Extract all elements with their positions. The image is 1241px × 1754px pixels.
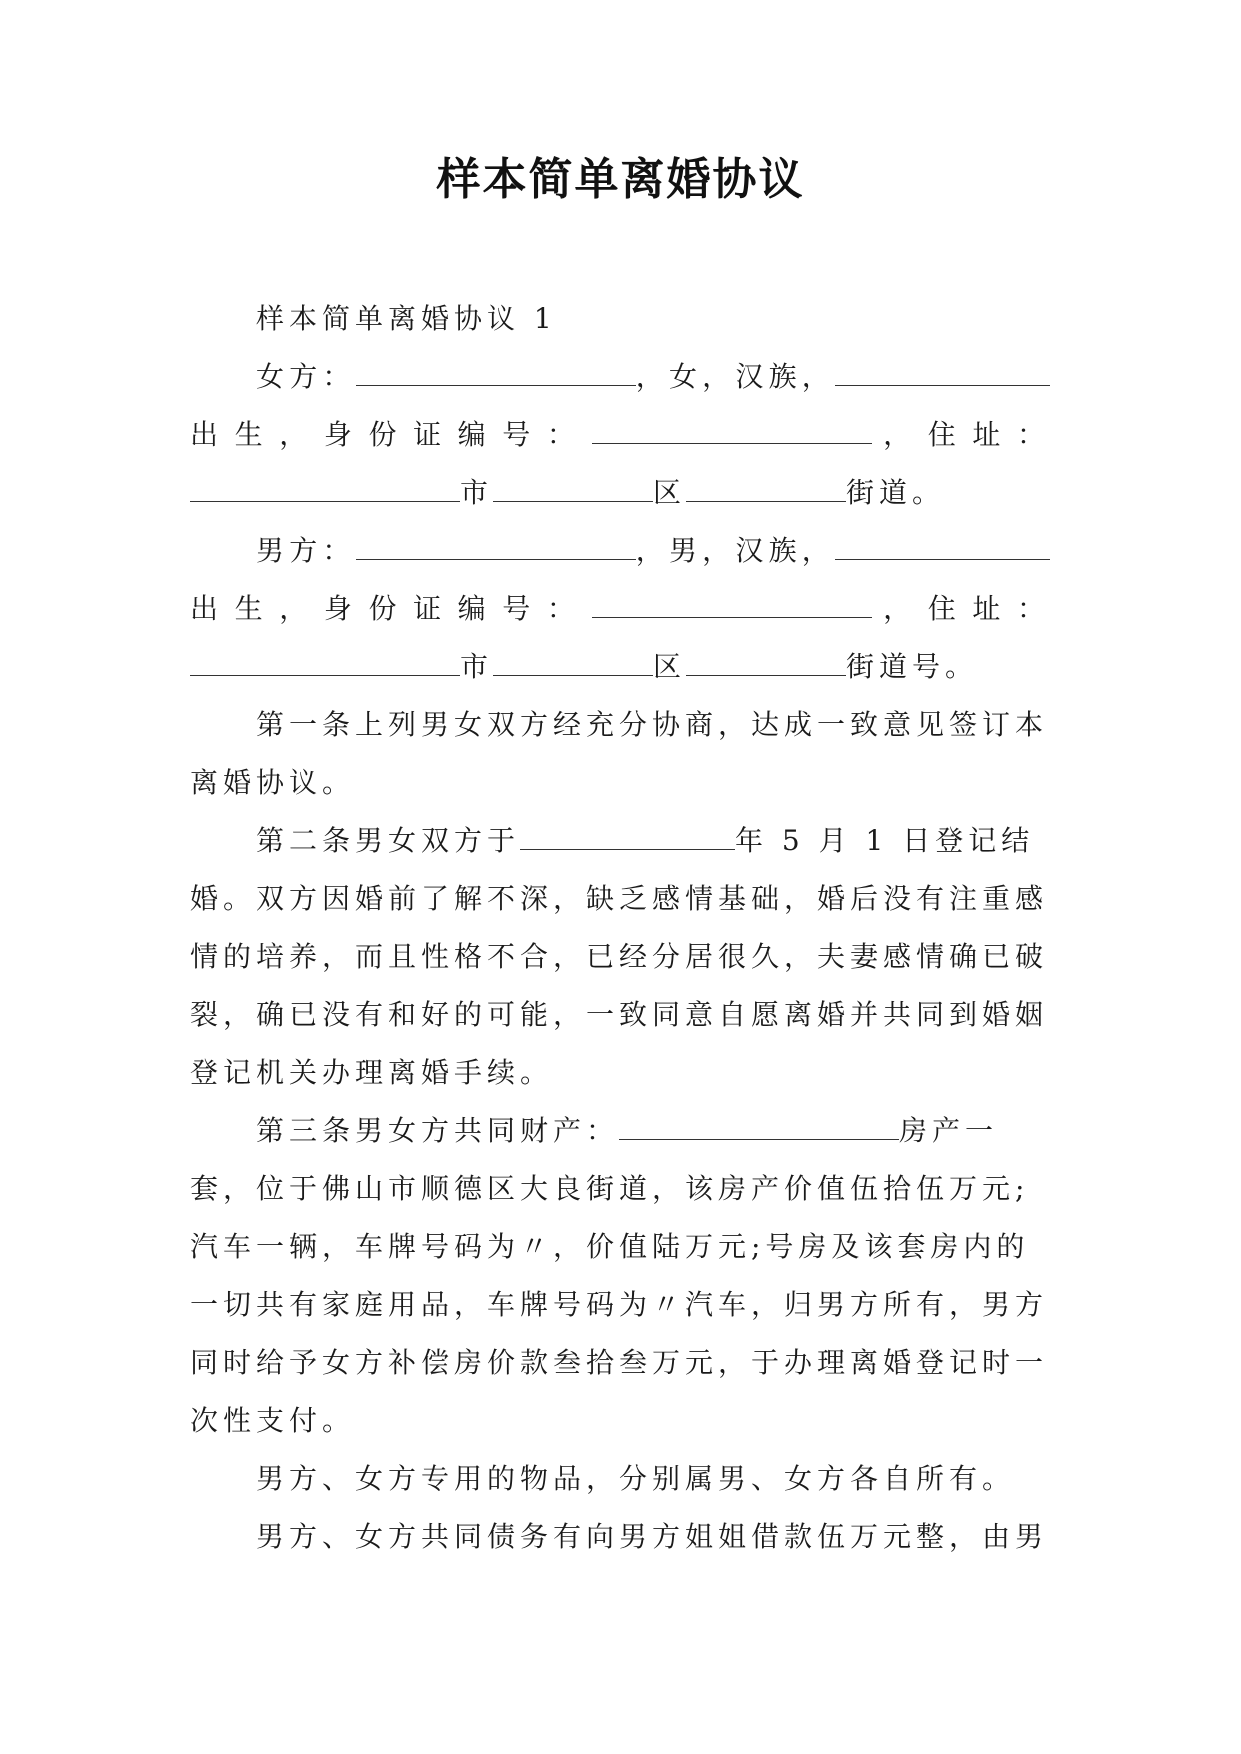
female-id-blank <box>592 417 872 444</box>
debts-paragraph: 男方、女方共同债务有向男方姐姐借款伍万元整，由男 <box>256 1520 1049 1553</box>
male-district-text: 区 <box>653 650 687 683</box>
male-birth-text: 出生，身份证编号： <box>190 592 592 625</box>
male-street-text: 街道号。 <box>846 650 979 683</box>
article-3-pre: 第三条男女方共同财产： <box>256 1114 620 1147</box>
male-label: 男方： <box>256 534 356 567</box>
female-birthdate-blank <box>835 359 1050 386</box>
male-line-1 <box>190 522 1050 580</box>
male-city-blank <box>190 649 460 676</box>
female-city-text: 市 <box>460 476 494 509</box>
male-id-blank <box>592 591 872 618</box>
female-district-text: 区 <box>653 476 687 509</box>
female-mid: ，女，汉族， <box>635 360 835 393</box>
article-2 <box>190 812 1050 1102</box>
male-street-blank <box>686 649 846 676</box>
female-line-1 <box>190 348 1050 406</box>
female-street-blank <box>686 475 846 502</box>
female-label: 女方： <box>256 360 356 393</box>
male-birthdate-blank <box>835 533 1050 560</box>
female-birth-text: 出生，身份证编号： <box>190 418 592 451</box>
section-heading: 样本简单离婚协议 1 <box>256 302 557 335</box>
female-name-blank <box>356 359 636 386</box>
male-line-2 <box>190 580 1050 638</box>
personal-items-paragraph: 男方、女方专用的物品，分别属男、女方各自所有。 <box>256 1462 1016 1495</box>
male-addr-text: ，住址： <box>871 592 1050 625</box>
female-district-blank <box>493 475 653 502</box>
article-2-pre: 第二条男女双方于 <box>256 824 521 857</box>
article-3 <box>190 1102 1050 1450</box>
document-title: 样本简单离婚协议 <box>436 154 805 205</box>
male-district-blank <box>493 649 653 676</box>
document-body <box>190 290 1050 1566</box>
marriage-year-blank <box>520 823 735 850</box>
article-3-post: 房产一套，位于佛山市顺德区大良街道，该房产价值伍拾伍万元;汽车一辆，车牌号码为〃，价值陆万元;号房及该套房内的一切共有家庭用品，车牌号码为〃汽车，归男方所有，男方同时给予女方补偿房价款叁拾叁万元，于办理离婚登记时一次性支付。 <box>190 1114 1049 1437</box>
female-addr-text: ，住址： <box>871 418 1050 451</box>
article-2-post: 年 5 月 1 日登记结婚。双方因婚前了解不深，缺乏感情基础，婚后没有注重感情的培养，而且性格不合，已经分居很久，夫妻感情确已破裂，确已没有和好的可能，一致同意自愿离婚并共同到婚姻登记机关办理离婚手续。 <box>190 824 1049 1089</box>
female-line-2 <box>190 406 1050 464</box>
male-city-text: 市 <box>460 650 494 683</box>
female-city-blank <box>190 475 460 502</box>
male-mid: ，男，汉族， <box>635 534 835 567</box>
female-street-text: 街道。 <box>846 476 946 509</box>
article-1: 第一条上列男女双方经充分协商，达成一致意见签订本离婚协议。 <box>190 708 1049 799</box>
male-name-blank <box>356 533 636 560</box>
female-line-3 <box>190 464 1050 522</box>
male-line-3 <box>190 638 1050 696</box>
property-blank <box>619 1113 899 1140</box>
